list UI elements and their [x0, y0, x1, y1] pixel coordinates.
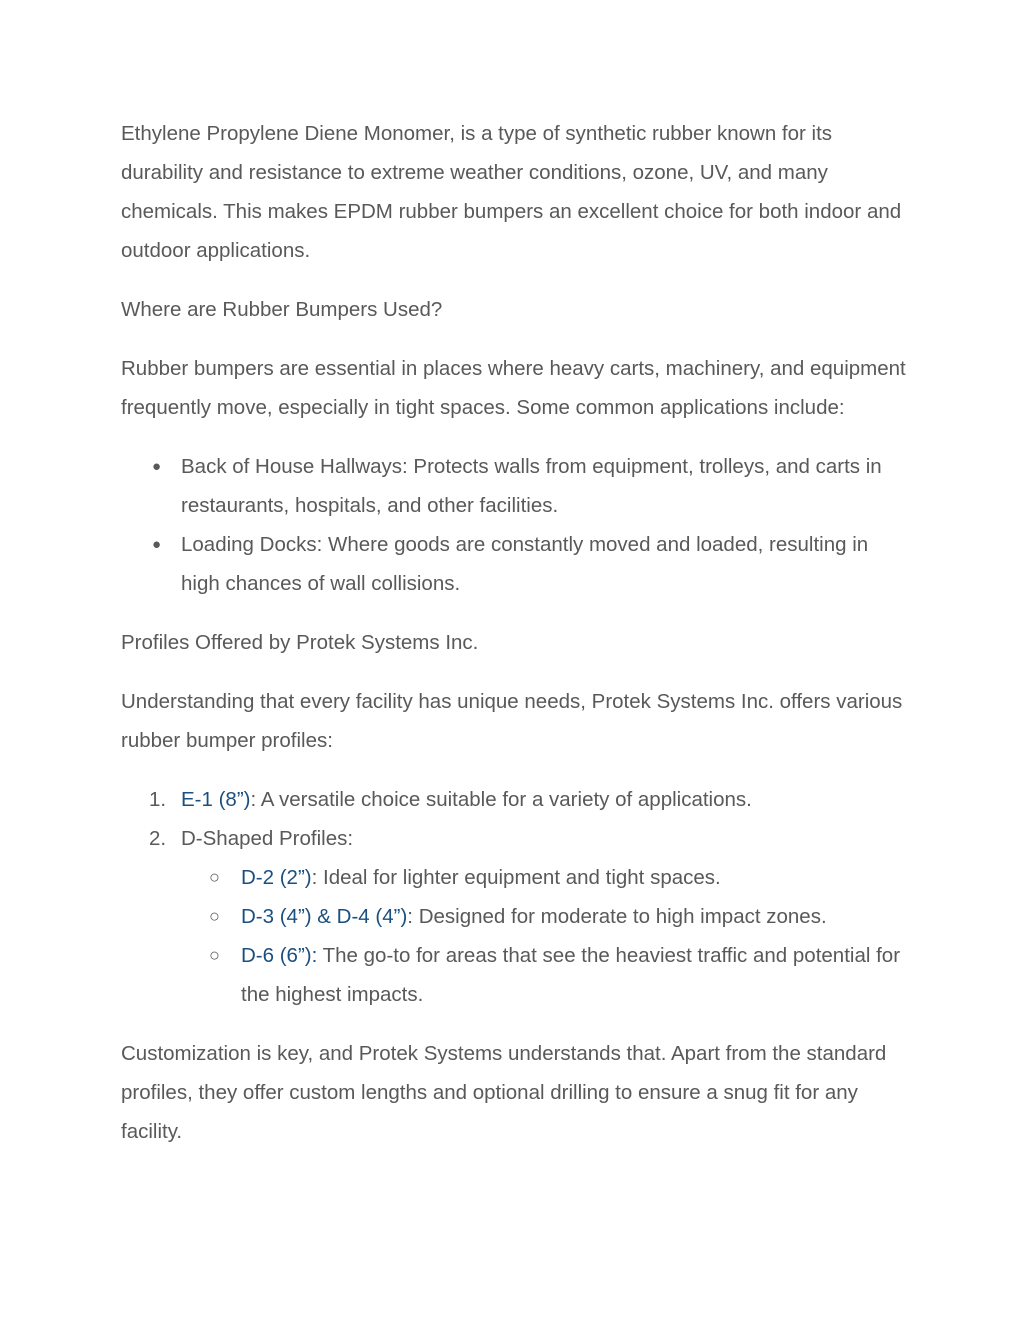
hollow-bullet-icon: ○ — [209, 945, 220, 965]
d-shaped-sublist — [181, 858, 911, 1014]
section-heading-used: Where are Rubber Bumpers Used? — [121, 298, 443, 321]
list-number: 1. — [149, 788, 167, 811]
profiles-paragraph: Understanding that every facility has unique needs, Protek Systems Inc. offers various rubber bumper profiles: — [121, 690, 903, 752]
intro-paragraph: Ethylene Propylene Diene Monomer, is a type of synthetic rubber known for its durability and resistance to extreme weather conditions, ozone, UV, and many chemicals. This makes EPDM rubber bumpers an excellent choice for both indoor and outdoor applications. — [121, 122, 902, 262]
sub-list-item — [181, 858, 911, 897]
profile-link-d2[interactable]: D-2 (2”) — [241, 866, 312, 889]
hollow-bullet-icon: ○ — [209, 906, 220, 926]
profile-description: The go-to for areas that see the heaviest traffic and potential for the highest impacts. — [241, 944, 901, 1006]
used-paragraph: Rubber bumpers are essential in places where heavy carts, machinery, and equipment frequently move, especially in tight spaces. Some common applications include: — [121, 357, 906, 419]
closing-paragraph: Customization is key, and Protek Systems understands that. Apart from the standard profiles, they offer custom lengths and optional drilling to ensure a snug fit for any facility. — [121, 1042, 887, 1143]
profile-item-d-shaped — [121, 819, 911, 1014]
profiles-list — [121, 780, 911, 1014]
document-page — [121, 114, 911, 1171]
profile-description: : Designed for moderate to high impact zones. — [407, 905, 827, 928]
list-item-text: Loading Docks: Where goods are constantly moved and loaded, resulting in high chances of wall collisions. — [181, 533, 869, 595]
profile-description: : A versatile choice suitable for a variety of applications. — [250, 788, 752, 811]
sub-list-item — [181, 936, 911, 1014]
list-item — [121, 447, 911, 525]
list-item-text: Back of House Hallways: Protects walls from equipment, trolleys, and carts in restaurants, hospitals, and other facilities. — [181, 455, 882, 517]
hollow-bullet-icon: ○ — [209, 867, 220, 887]
section-heading-profiles: Profiles Offered by Protek Systems Inc. — [121, 631, 479, 654]
list-number: 2. — [149, 827, 167, 850]
profile-description: : Ideal for lighter equipment and tight spaces. — [311, 866, 721, 889]
bullet-icon: ● — [152, 458, 162, 475]
profile-group-label: D-Shaped Profiles: — [181, 827, 354, 850]
list-item — [121, 525, 911, 603]
profile-link-d6[interactable]: D-6 (6”): — [241, 944, 318, 967]
bullet-icon: ● — [152, 536, 162, 553]
profile-link-e1[interactable]: E-1 (8”) — [181, 788, 251, 811]
profile-link-d3-d4[interactable]: D-3 (4”) & D-4 (4”) — [241, 905, 408, 928]
sub-list-item — [181, 897, 911, 936]
applications-list — [121, 447, 911, 603]
profile-item-e1 — [121, 780, 911, 819]
